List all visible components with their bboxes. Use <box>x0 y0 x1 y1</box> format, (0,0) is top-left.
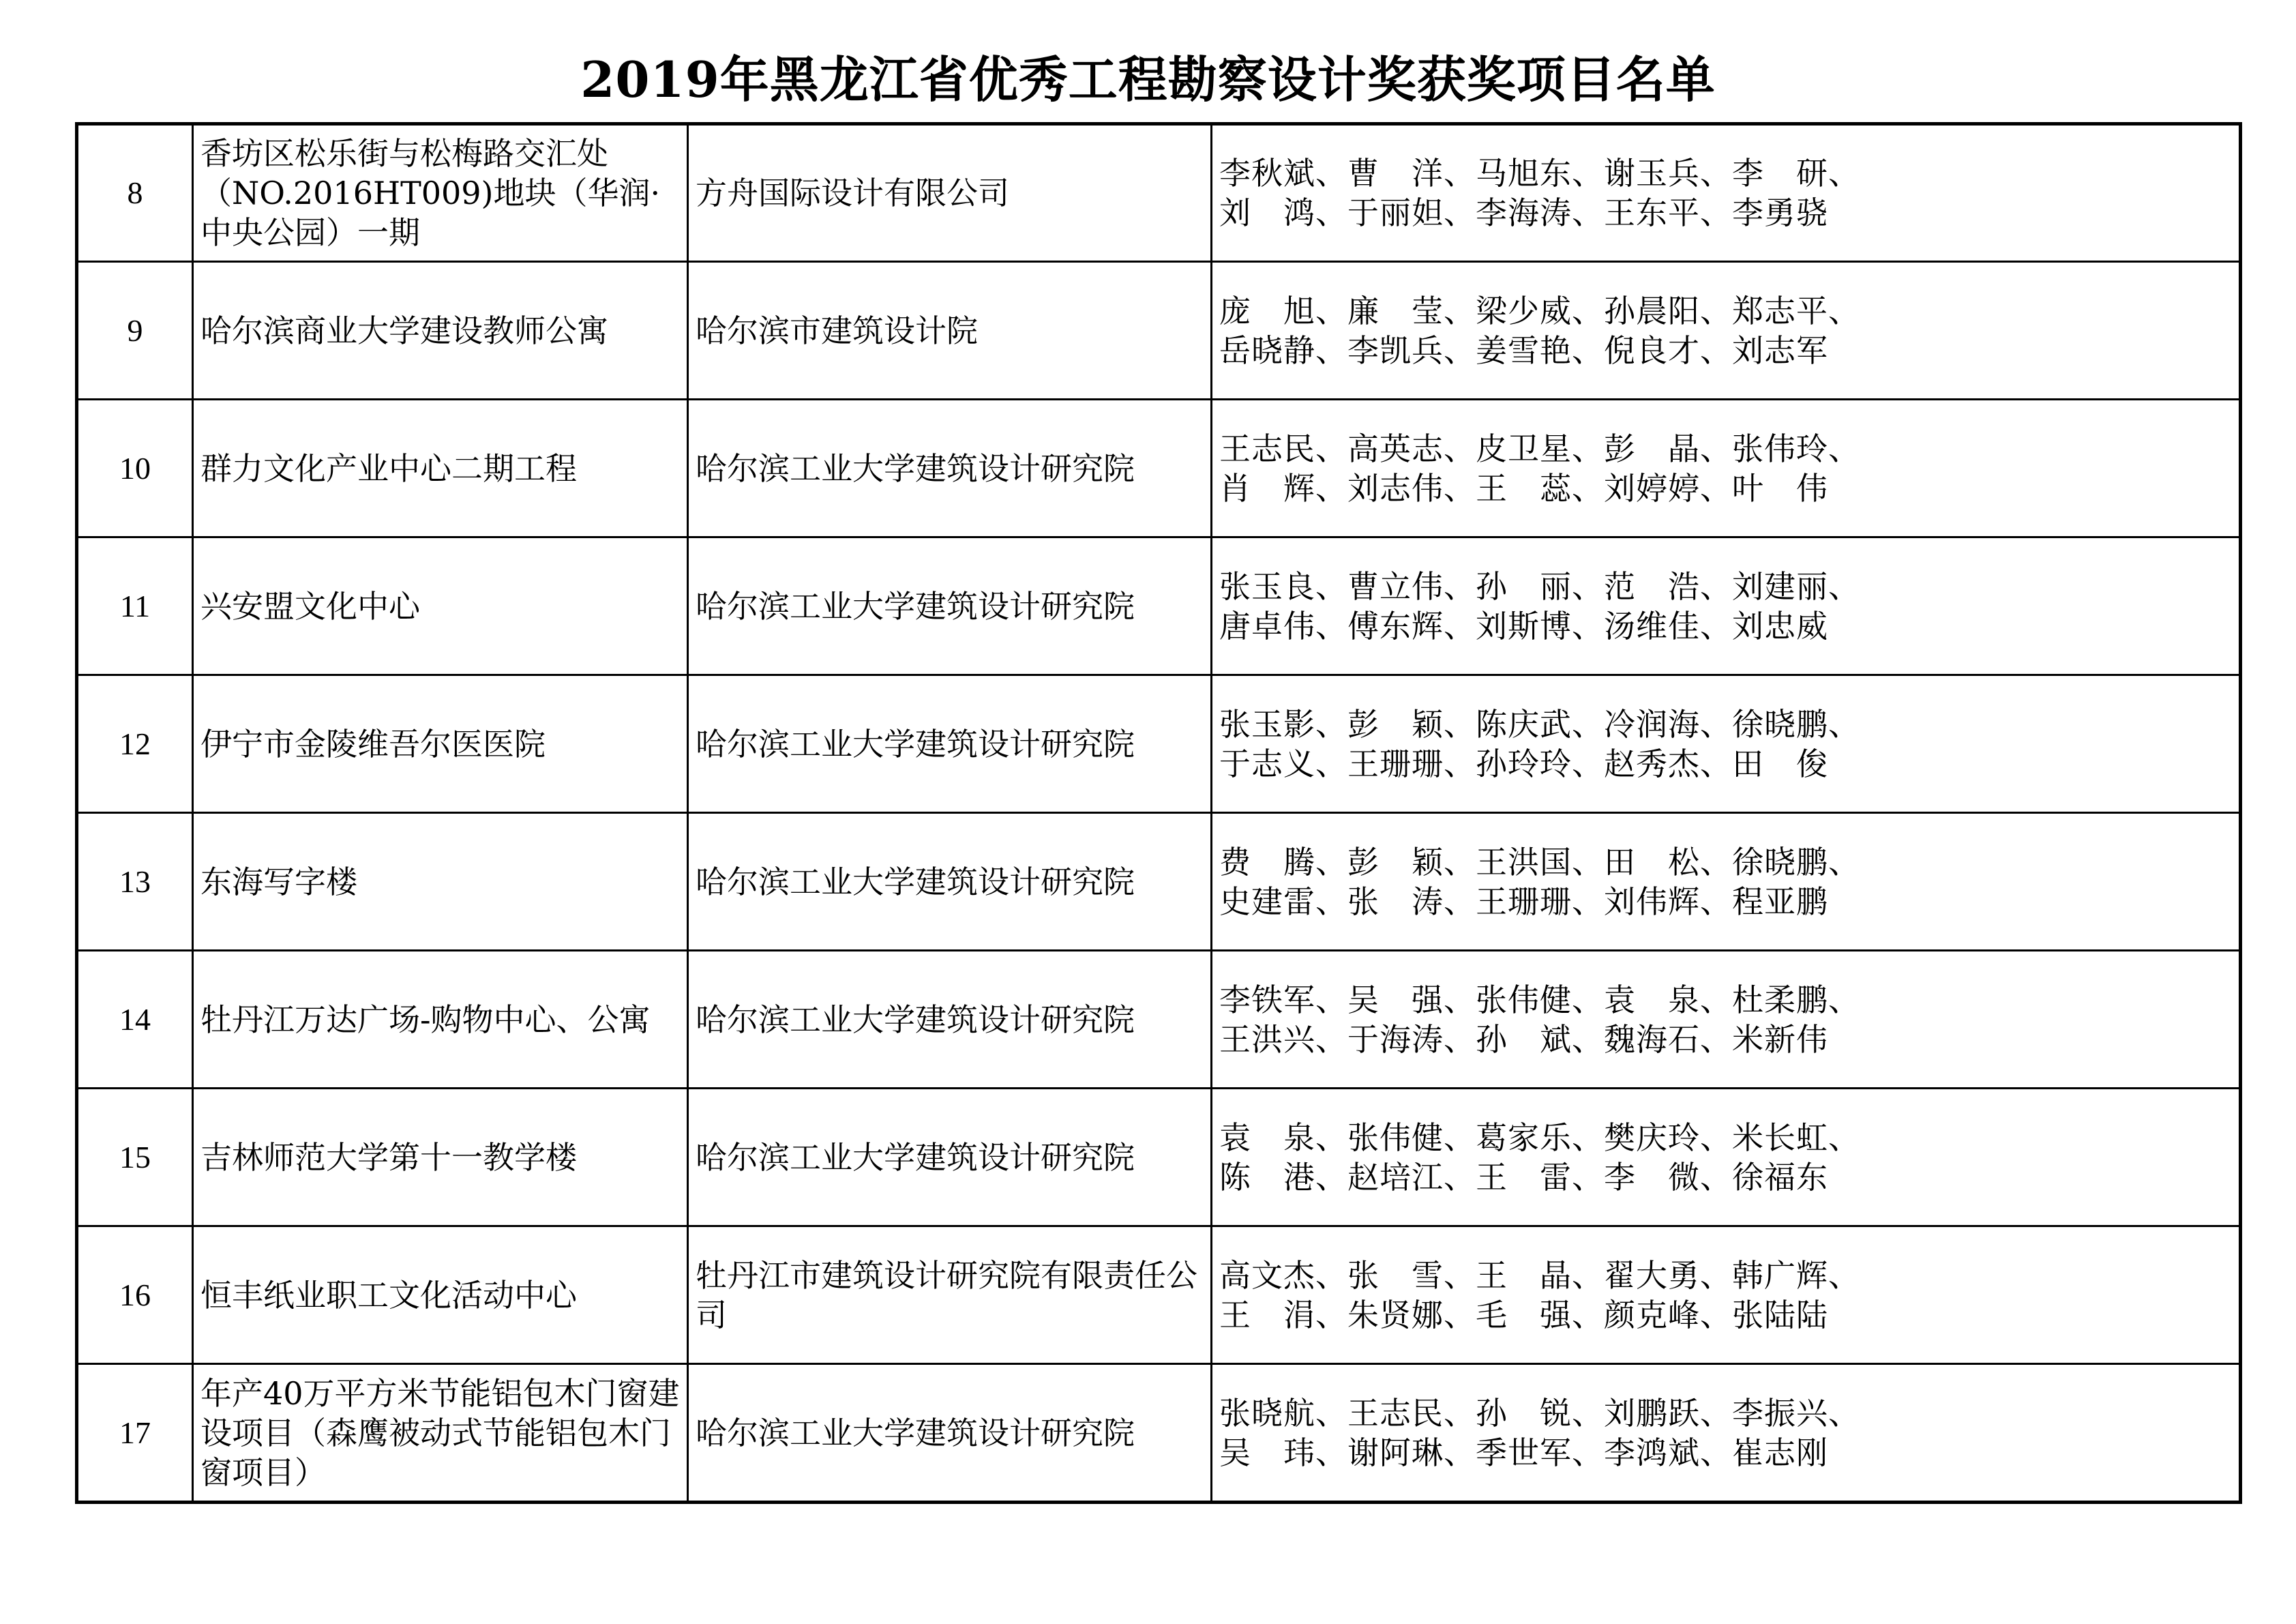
table-row <box>77 1089 2241 1226</box>
participants-line-2: 岳晓静、李凯兵、姜雪艳、倪良才、刘志军 <box>1219 331 1828 369</box>
project-name: 恒丰纸业职工文化活动中心 <box>193 1226 688 1364</box>
design-unit: 哈尔滨工业大学建筑设计研究院 <box>688 1364 1212 1503</box>
page-title: 2019年黑龙江省优秀工程勘察设计奖获奖项目名单 <box>580 50 1716 108</box>
participants <box>1212 1364 2241 1503</box>
project-name: 群力文化产业中心二期工程 <box>193 400 688 537</box>
row-number: 8 <box>77 124 193 262</box>
table-row <box>77 537 2241 675</box>
participants-line-1: 袁 泉、张伟健、葛家乐、樊庆玲、米长虹、 <box>1219 1119 1860 1156</box>
design-unit: 方舟国际设计有限公司 <box>688 124 1212 262</box>
participants-line-1: 张玉影、彭 颖、陈庆武、冷润海、徐晓鹏、 <box>1219 705 1860 743</box>
participants <box>1212 675 2241 813</box>
design-unit: 哈尔滨工业大学建筑设计研究院 <box>688 537 1212 675</box>
design-unit: 哈尔滨工业大学建筑设计研究院 <box>688 400 1212 537</box>
row-number: 17 <box>77 1364 193 1503</box>
participants-line-1: 高文杰、张 雪、王 晶、翟大勇、韩广辉、 <box>1219 1256 1860 1294</box>
design-unit: 哈尔滨工业大学建筑设计研究院 <box>688 951 1212 1089</box>
participants-line-1: 费 腾、彭 颖、王洪国、田 松、徐晓鹏、 <box>1219 843 1860 881</box>
table-row <box>77 951 2241 1089</box>
participants <box>1212 813 2241 951</box>
participants <box>1212 124 2241 262</box>
participants <box>1212 1226 2241 1364</box>
design-unit: 哈尔滨工业大学建筑设计研究院 <box>688 813 1212 951</box>
participants-line-2: 王洪兴、于海涛、孙 斌、魏海石、米新伟 <box>1219 1020 1828 1058</box>
project-name: 伊宁市金陵维吾尔医医院 <box>193 675 688 813</box>
participants-line-2: 吴 玮、谢阿琳、季世军、李鸿斌、崔志刚 <box>1219 1434 1828 1471</box>
row-number: 14 <box>77 951 193 1089</box>
row-number: 9 <box>77 262 193 400</box>
table-row <box>77 124 2241 262</box>
design-unit: 哈尔滨市建筑设计院 <box>688 262 1212 400</box>
design-unit: 牡丹江市建筑设计研究院有限责任公司 <box>688 1226 1212 1364</box>
award-table-body <box>77 124 2241 1503</box>
row-number: 11 <box>77 537 193 675</box>
participants-line-2: 王 涓、朱贤娜、毛 强、颜克峰、张陆陆 <box>1219 1296 1828 1333</box>
project-name: 东海写字楼 <box>193 813 688 951</box>
row-number: 16 <box>77 1226 193 1364</box>
participants <box>1212 1089 2241 1226</box>
project-name: 兴安盟文化中心 <box>193 537 688 675</box>
participants-line-2: 陈 港、赵培江、王 雷、李 微、徐福东 <box>1219 1158 1828 1196</box>
participants-line-1: 张玉良、曹立伟、孙 丽、范 浩、刘建丽、 <box>1219 567 1860 605</box>
participants-line-1: 张晓航、王志民、孙 锐、刘鹏跃、李振兴、 <box>1219 1394 1860 1432</box>
row-number: 15 <box>77 1089 193 1226</box>
table-row <box>77 813 2241 951</box>
project-name: 年产40万平方米节能铝包木门窗建设项目（森鹰被动式节能铝包木门窗项目） <box>193 1364 688 1503</box>
participants <box>1212 262 2241 400</box>
project-name: 香坊区松乐街与松梅路交汇处（NO.2016HT009)地块（华润·中央公园）一期 <box>193 124 688 262</box>
row-number: 10 <box>77 400 193 537</box>
table-row <box>77 675 2241 813</box>
participants-line-1: 庞 旭、廉 莹、梁少威、孙晨阳、郑志平、 <box>1219 292 1860 329</box>
participants-line-2: 刘 鸿、于丽妲、李海涛、王东平、李勇骁 <box>1219 194 1828 231</box>
participants-line-2: 于志义、王珊珊、孙玲玲、赵秀杰、田 俊 <box>1219 745 1828 782</box>
table-row <box>77 1364 2241 1503</box>
project-name: 牡丹江万达广场-购物中心、公寓 <box>193 951 688 1089</box>
participants-line-2: 史建雷、张 涛、王珊珊、刘伟辉、程亚鹏 <box>1219 883 1828 920</box>
participants-line-2: 唐卓伟、傅东辉、刘斯博、汤维佳、刘忠威 <box>1219 607 1828 645</box>
table-row <box>77 1226 2241 1364</box>
participants-line-2: 肖 辉、刘志伟、王 蕊、刘婷婷、叶 伟 <box>1219 469 1828 507</box>
design-unit: 哈尔滨工业大学建筑设计研究院 <box>688 675 1212 813</box>
row-number: 12 <box>77 675 193 813</box>
participants-line-1: 李铁军、吴 强、张伟健、袁 泉、杜柔鹏、 <box>1219 981 1860 1018</box>
project-name: 吉林师范大学第十一教学楼 <box>193 1089 688 1226</box>
table-row <box>77 262 2241 400</box>
design-unit: 哈尔滨工业大学建筑设计研究院 <box>688 1089 1212 1226</box>
row-number: 13 <box>77 813 193 951</box>
participants-line-1: 李秋斌、曹 洋、马旭东、谢玉兵、李 研、 <box>1219 155 1860 192</box>
participants <box>1212 951 2241 1089</box>
award-table <box>75 122 2242 1504</box>
participants <box>1212 400 2241 537</box>
participants <box>1212 537 2241 675</box>
project-name: 哈尔滨商业大学建设教师公寓 <box>193 262 688 400</box>
participants-line-1: 王志民、高英志、皮卫星、彭 晶、张伟玲、 <box>1219 430 1860 467</box>
table-row <box>77 400 2241 537</box>
